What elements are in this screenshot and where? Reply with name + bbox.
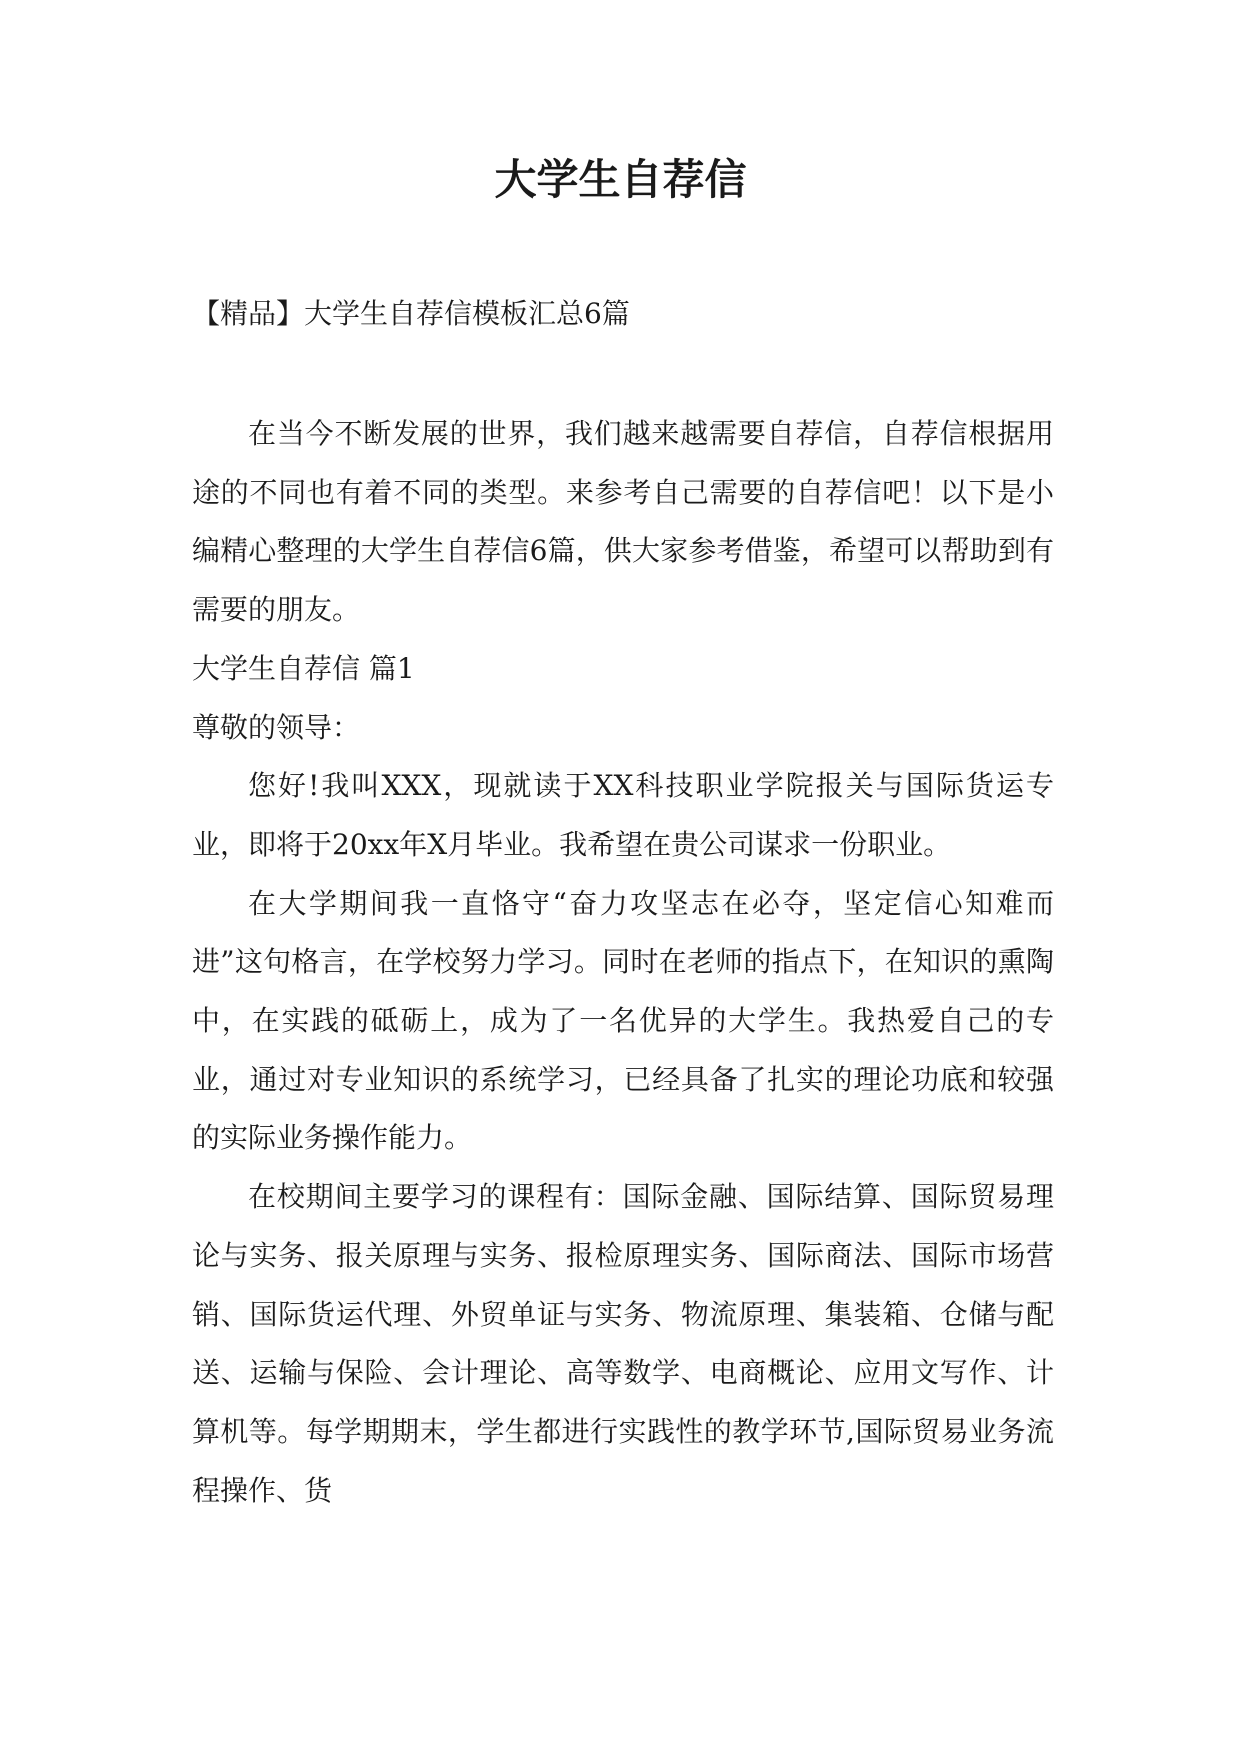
- section-heading: 大学生自荐信 篇1: [192, 651, 415, 685]
- body-paragraph-1: 您好!我叫XXX，现就读于XX科技职业学院报关与国际货运专业，即将于20xx年X月毕业。我希望在贵公司谋求一份职业。: [192, 769, 1054, 861]
- intro-paragraph: 在当今不断发展的世界，我们越来越需要自荐信，自荐信根据用途的不同也有着不同的类型。来参考自己需要的自荐信吧！以下是小编精心整理的大学生自荐信6篇，供大家参考借鉴，希望可以帮助到有需要的朋友。: [192, 417, 1054, 627]
- body-paragraph-2: 在大学期间我一直恪守“奋力攻坚志在必夺，坚定信心知难而进”这句格言，在学校努力学习。同时在老师的指点下，在知识的熏陶中，在实践的砥砺上，成为了一名优异的大学生。我热爱自己的专业，通过对专业知识的系统学习，已经具备了扎实的理论功底和较强的实际业务操作能力。: [192, 886, 1054, 1155]
- salutation: 尊敬的领导：: [192, 710, 361, 744]
- document-body: [192, 405, 1054, 1520]
- document-subtitle: 【精品】大学生自荐信模板汇总6篇: [192, 297, 630, 330]
- document-title: 大学生自荐信: [494, 155, 747, 204]
- body-paragraph-3: 在校期间主要学习的课程有：国际金融、国际结算、国际贸易理论与实务、报关原理与实务、报检原理实务、国际商法、国际市场营销、国际货运代理、外贸单证与实务、物流原理、集装箱、仓储与配送、运输与保险、会计理论、高等数学、电商概论、应用文写作、计算机等。每学期期末，学生都进行实践性的教学环节,国际贸易业务流程操作、货: [192, 1180, 1054, 1507]
